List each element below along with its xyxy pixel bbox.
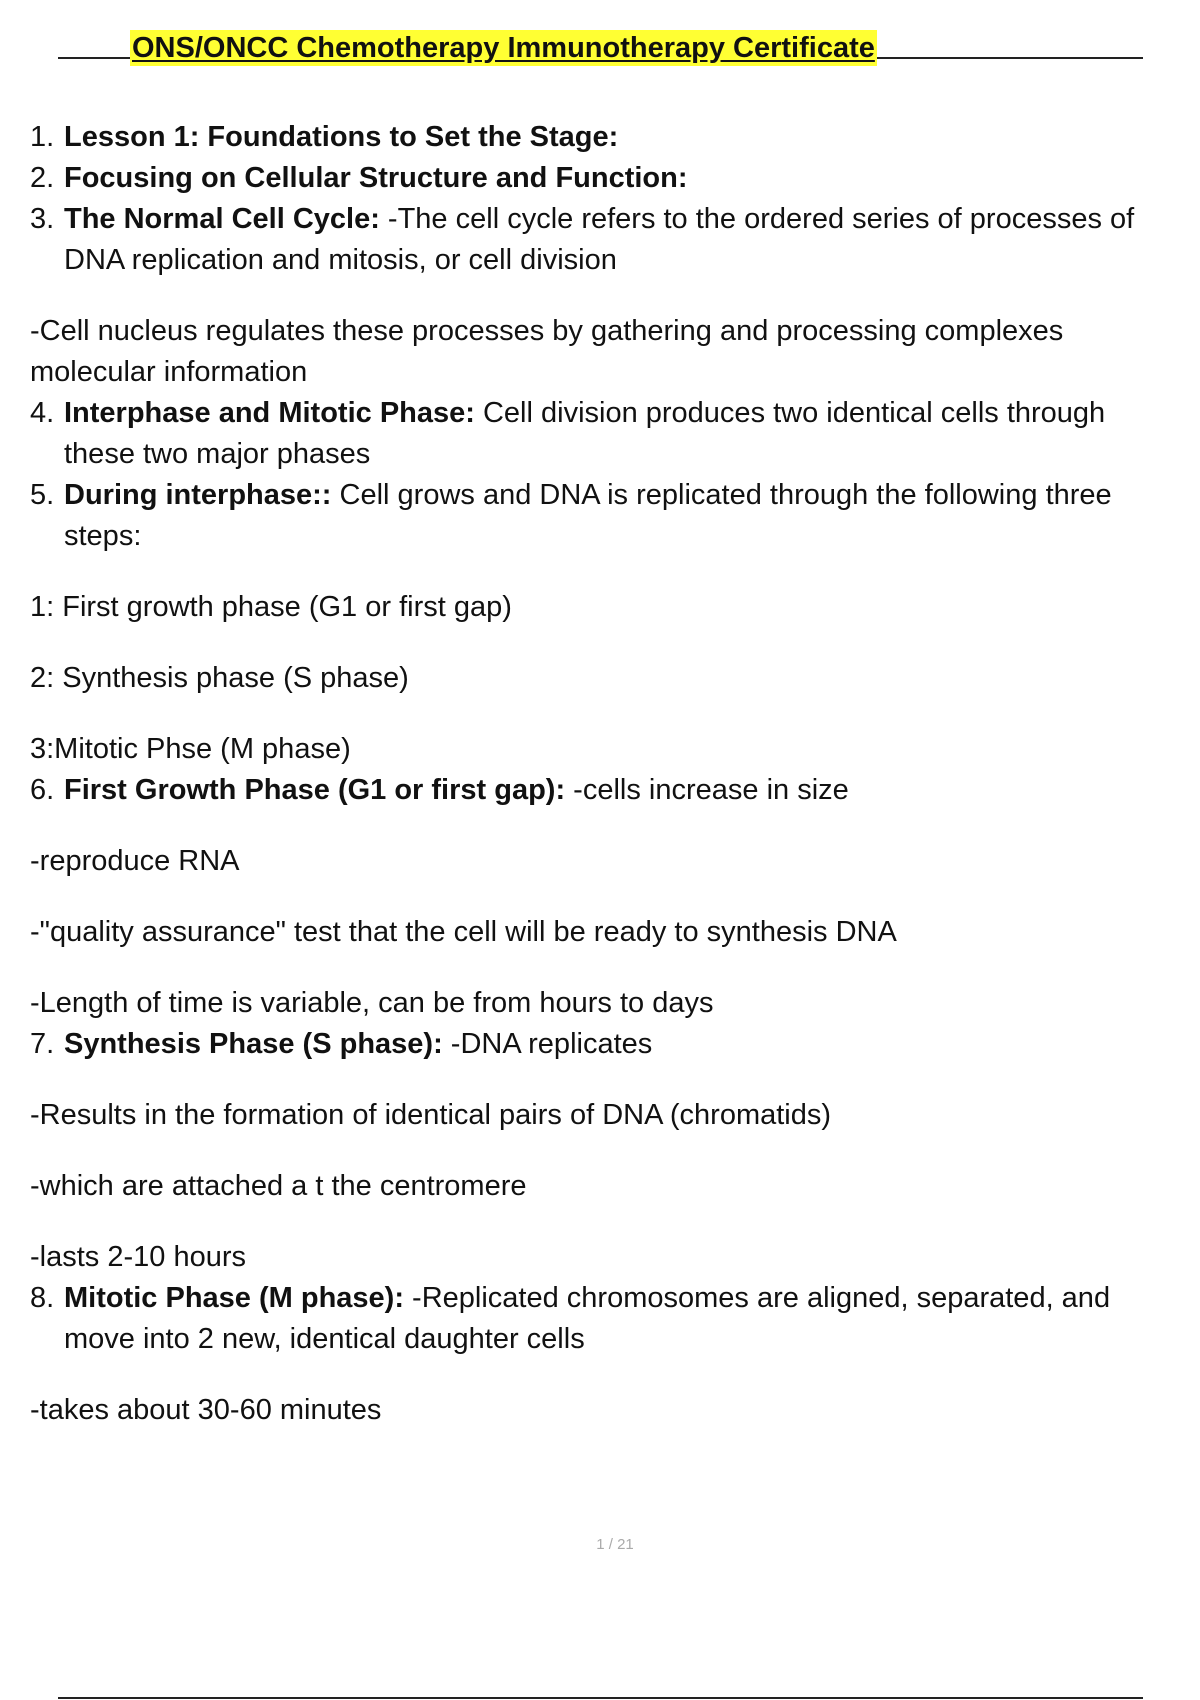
paragraph: 3:Mitotic Phse (M phase) (30, 733, 351, 765)
paragraph: -lasts 2-10 hours (30, 1241, 246, 1273)
document-header (58, 30, 1143, 70)
paragraph: -Length of time is variable, can be from hours to days (30, 987, 714, 1019)
item-number: 7. (30, 1028, 55, 1060)
item-number: 1. (30, 121, 55, 153)
item-text: -cells increase in size (565, 774, 849, 806)
item-label: During interphase:: (64, 479, 332, 511)
document-title: ONS/ONCC Chemotherapy Immunotherapy Certificate (132, 32, 875, 64)
item-label: Synthesis Phase (S phase): (64, 1028, 443, 1060)
item-number: 3. (30, 203, 55, 235)
page-indicator: 1 / 21 (596, 1536, 634, 1553)
list-item (30, 1024, 1180, 1065)
paragraph: -takes about 30-60 minutes (30, 1394, 382, 1426)
list-item (30, 770, 1180, 811)
list-item (30, 199, 1180, 281)
item-label: The Normal Cell Cycle: (64, 203, 380, 235)
paragraph: -Results in the formation of identical pairs of DNA (chromatids) (30, 1099, 832, 1131)
item-text: -DNA replicates (442, 1028, 653, 1060)
item-number: 8. (30, 1282, 55, 1314)
item-label: First Growth Phase (G1 or first gap): (64, 774, 566, 806)
item-label: Focusing on Cellular Structure and Function: (64, 162, 688, 194)
paragraph: -"quality assurance" test that the cell will be ready to synthesis DNA (30, 916, 897, 948)
item-text: Cell division produces two identical cells through these two major phases (64, 397, 1106, 470)
item-number: 6. (30, 774, 55, 806)
document-body (30, 117, 1180, 1431)
item-number: 2. (30, 162, 55, 194)
paragraph: -Cell nucleus regulates these processes by gathering and processing complexes molecular information (30, 315, 1064, 388)
item-label: Interphase and Mitotic Phase: (64, 397, 475, 429)
paragraph: -reproduce RNA (30, 845, 240, 877)
item-text: -The cell cycle refers to the ordered series of processes of DNA replication and mitosis, or cell division (64, 203, 1135, 276)
list-item (30, 1278, 1180, 1360)
item-number: 5. (30, 479, 55, 511)
item-text: Cell grows and DNA is replicated through the following three steps: (64, 479, 1112, 552)
list-item (30, 475, 1180, 557)
list-item (30, 393, 1180, 475)
paragraph: 2: Synthesis phase (S phase) (30, 662, 409, 694)
list-item (30, 117, 1180, 158)
paragraph: 1: First growth phase (G1 or first gap) (30, 591, 512, 623)
footer-rule (58, 1697, 1143, 1699)
paragraph: -which are attached a t the centromere (30, 1170, 527, 1202)
item-text: -Replicated chromosomes are aligned, separated, and move into 2 new, identical daughter cells (64, 1282, 1111, 1355)
item-number: 4. (30, 397, 55, 429)
item-label: Lesson 1: Foundations to Set the Stage: (64, 121, 619, 153)
item-label: Mitotic Phase (M phase): (64, 1282, 404, 1314)
list-item (30, 158, 1180, 199)
